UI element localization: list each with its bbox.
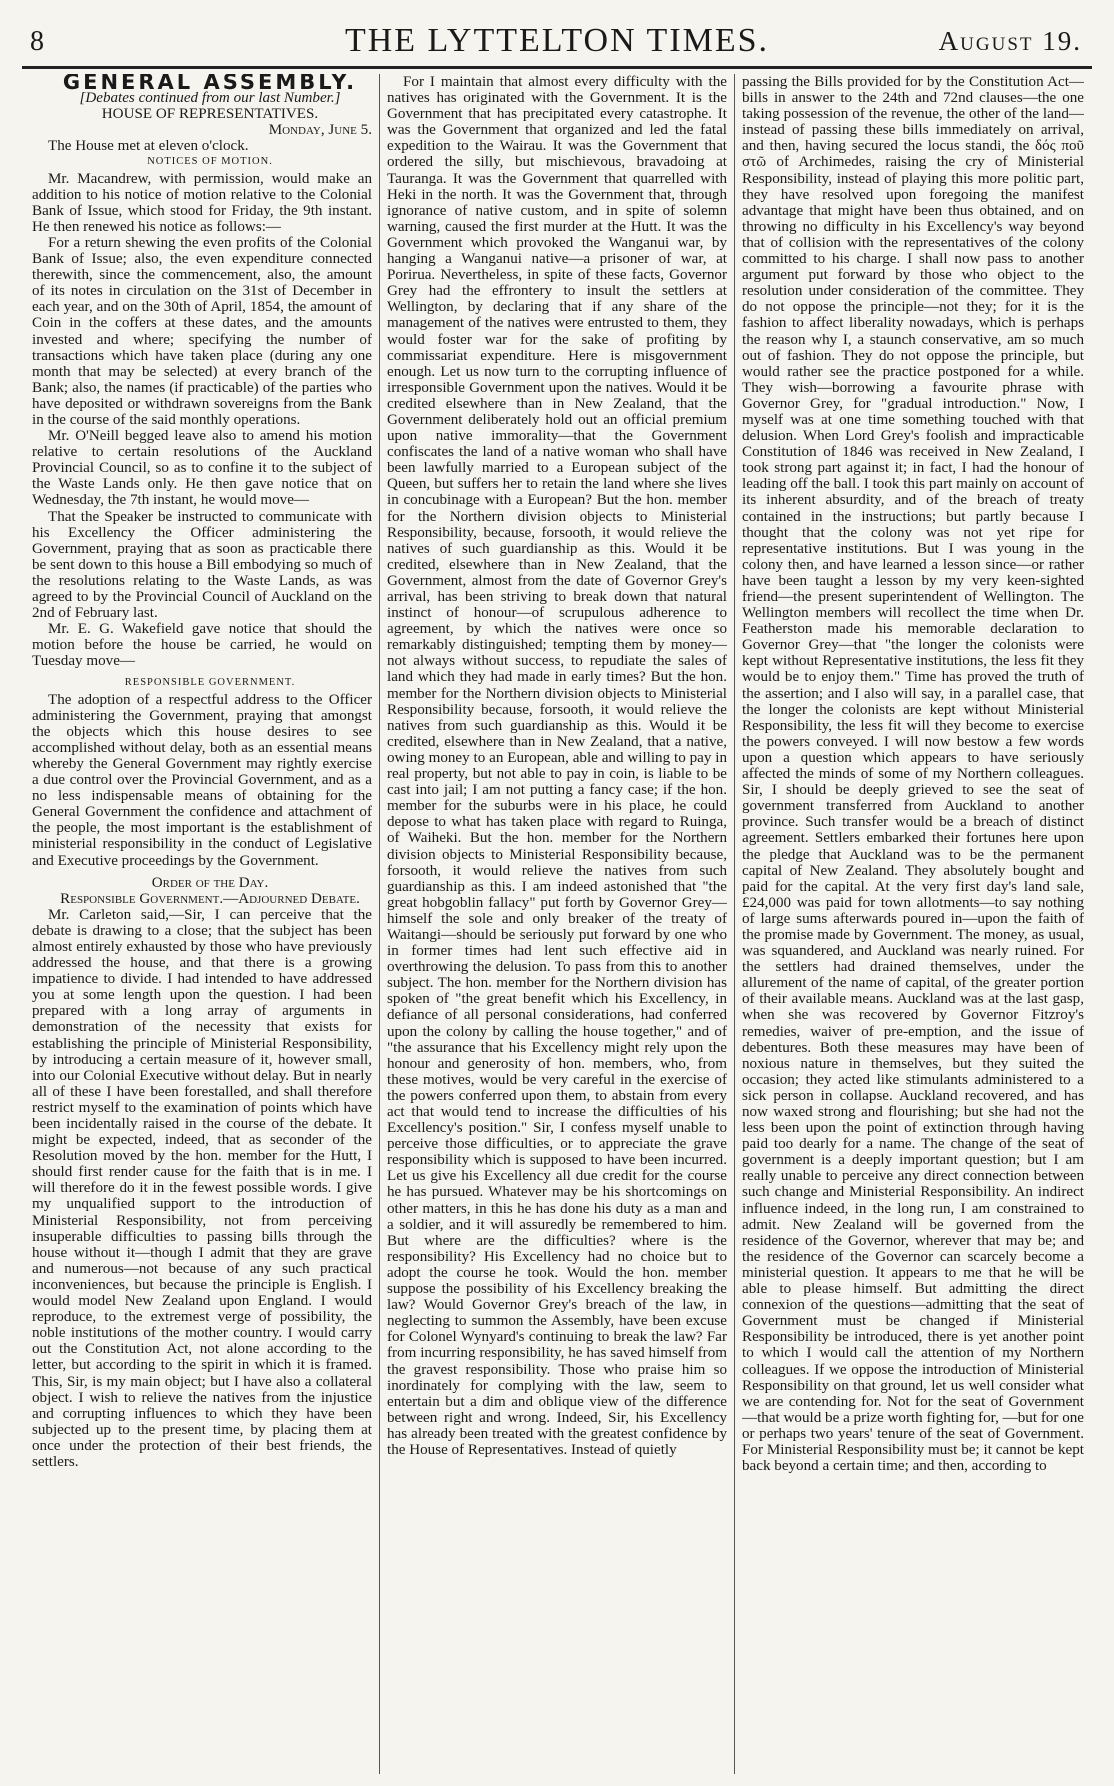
column-divider: [734, 74, 735, 1774]
paragraph: passing the Bills provided for by the Constitution Act—bills in answer to the 24th and 72nd clauses—the one taking possession of the revenue, the other of the land—instead of passing these bills immediately on arrival, and then, having secured the locus standi, the δός ποῦ στῶ of Archimedes, raising the cry of Ministerial Responsibility, instead of playing this more politic part, they have resolved upon foregoing the manifest advantage that might have been thus obtained, and on throwing no difficulty in his Excellency's way beyond that of collision with the representatives of the colony committed to his charge. I shall now pass to another argument put forward by those who object to the resolution under consideration of the committee. They do not oppose the principle—not they; for it is the fashion to affect liberality nowadays, which is perhaps the reason why I, a staunch conservative, am so much out of fashion. They do not oppose the principle, but would rather see the practice postponed for a while. They wish—borrowing a favourite phrase with Governor Grey, for "gradual introduction." Now, I myself was at one time something touched with that delusion. When Lord Grey's foolish and impracticable Constitution of 1846 was received in New Zealand, I took strong part against it; in fact, I had the honour of leading off the ball. I took this part mainly on account of its inherent absurdity, and of the breach of treaty contained in the instructions; but partly because I thought that the colony was not yet ripe for representative institutions. But I was young in the colony then, and have learned a lesson since—or rather have been taught a lesson by my very keen-sighted friend—the present superintendent of Wellington. The Wellington members will recollect the time when Dr. Featherston made his memorable declaration to Governor Grey—that "the longer the colonists were kept without Representative institutions, the less fit they would be to enjoy them." Time has proved the truth of the assertion; and I also will say, in a parallel case, that the longer the colonists are kept without Ministerial Responsibility, the less fit will they become to exercise the powers conveyed. I will now bestow a few words upon a question which appears to have seriously affected the minds of some of my Northern colleagues. Sir, I should be deeply grieved to see the seat of government transferred from Auckland to another province. Such transfer would be a breach of distinct agreement. Settlers embarked their fortunes here upon the pledge that Auckland was to be the permanent capital of New Zealand. They absolutely bought and paid for the capital. At the very first day's land sale, £24,000 was paid for town allotments—to say nothing of large sums afterwards poured in—upon the faith of the promise made by Government. The money, as usual, was squandered, and Auckland was nearly ruined. For the settlers had drained themselves, under the allurement of the name of capital, of the greater portion of their available means. Auckland was at the last gasp, when she was recovered by Governor Fitzroy's remedies, waiver of pre-emption, and the issue of debentures. Both these measures may have been of noxious nature in themselves, but they suited the occasion; they acted like stimulants administered to a sick person in collapse. Auckland recovered, and has now waxed strong and flourishing; but she had not the less been upon the point of extinction through having paid too dearly for a name. The change of the seat of government is a deeply important question; but I am really unable to perceive any direct connection between such change and Ministerial Responsibility. An indirect influence indeed, in the long run, I am constrained to admit. New Zealand will be governed from the residence of the Governor, wherever that may be; and the residence of the Governor can scarcely become a ministerial question. It appears to me that he will be able to please himself. But admitting the direct connexion of the questions—admitting that the seat of Government must be changed if Ministerial Responsibility be introduced, there is yet another point to which I would call the attention of my Northern colleagues. If we oppose the introduction of Ministerial Responsibility on that ground, let us well consider what we are contending for. Not for the seat of Government—that would be a prize worth fighting for, —but for one or perhaps two years' tenure of the seat of Government. For Ministerial Responsibility must be; it cannot be kept back beyond a certain time; and then, according to: [742, 74, 1084, 1475]
order-heading: Order of the Day.: [151, 874, 269, 891]
column-3: [742, 74, 1084, 1774]
paragraph: Mr. E. G. Wakefield gave notice that should the motion before the house be carried, he would on Tuesday move—: [32, 621, 372, 670]
page-number: 8: [30, 26, 44, 57]
section-heading: GENERAL ASSEMBLY.: [62, 74, 358, 94]
house-heading: HOUSE OF REPRESENTATIVES.: [101, 106, 319, 123]
column-2: [387, 74, 727, 1774]
column-1: [32, 74, 372, 1774]
paragraph: For I maintain that almost every difficulty with the natives has originated with the Government. It is the Government that has precipitated every catastrophe. It was the Government that organized and led the fatal expedition to the Wairau. It was the Government that ordered the silly, but mischievous, bravadoing at Tauranga. It was the Government that quarrelled with Heki in the north. It was the Government that, through ignorance of native custom, and in spite of solemn warning, caused the first murder at the Hutt. It was the Government which provoked the Wanganui war, by hanging a Wanganui native—a prisoner of war, at Porirua. Nevertheless, in spite of these facts, Governor Grey had the effrontery to insult the settlers at Wellington, by declaring that if any share of the management of the natives were entrusted to them, they would foster war for the sake of profiting by commissariat expenditure. Here is misgovernment enough. Let us now turn to the corrupting influence of irresponsible Government upon the natives. Would it be credited elsewhere than in New Zealand, that the Government deliberately hold out an official premium upon native immorality—that the Government confiscates the land of a native woman who shall have been lawfully married to a European subject of the Queen, but suffers her to retain the land where she lives in concubinage with a European? But the hon. member for the Northern division objects to Ministerial Responsibility, because, forsooth, it would relieve the natives of such guardianship as this. Would it be credited, elsewhere than in New Zealand, that the Government, almost from the date of Governor Grey's arrival, has been striving to break down that natural instinct of honour—of scrupulous adherence to agreement, by which the natives were once so remarkably distinguished; tempting them by money—not always without success, to repudiate the sales of land which they had made in early times? But the hon. member for the Northern division objects to Ministerial Responsibility because, forsooth, it would relieve the natives from such guardianship as this. Would it be credited, elsewhere than in New Zealand, that a native, owing money to an European, able and willing to pay in real property, but not able to pay in coin, is liable to be cast into jail; I am not putting a fancy case; if the hon. member for the suburbs were in his place, he could depose to what has taken place with regard to Ruinga, of Waiheki. But the hon. member for the Northern division objects to Ministerial Responsibility because, forsooth, it would relieve the natives from such guardianship as this. I am indeed astonished that "the great hobgoblin fallacy" put forth by Governor Grey—himself the sole and only breaker of the treaty of Waitangi—should be seriously put forward by one who in former times had lent such effective aid in overthrowing the delusion. To pass from this to another subject. The hon. member for the Northern division has spoken of "the great benefit which his Excellency, in defiance of all personal considerations, had conferred upon the colony by calling the house together," and of "the assurance that his Excellency might rely upon the honour and generosity of hon. members, who, from these motives, would be very careful in the exercise of the powers conferred upon them, to abstain from every act that would tend to increase the difficulties of his Excellency's position." Sir, I confess myself unable to perceive those difficulties, or to appreciate the grave responsibility which is supposed to have been incurred. Let us give his Excellency all due credit for the course he has pursued. Whatever may be his shortcomings on other matters, in this he has done his duty as a man and a soldier, and it will assuredly be remembered to him. But where are the difficulties? where is the responsibility? His Excellency had no choice but to adopt the course he took. Would the hon. member suppose the possibility of his Excellency breaking the law? Would Governor Grey's breach of the law, in neglecting to summon the Assembly, have been excuse for Colonel Wynyard's continuing to break the law? Far from incurring responsibility, he has saved himself from the gravest responsibility. Those who praise him so inordinately for complying with the law, seem to entertain but a dim and oblique view of the difference between right and wrong. Indeed, Sir, his Excellency has already been treated with the greatest confidence by the House of Representatives. Instead of quietly: [387, 74, 727, 1458]
paragraph: For a return shewing the even profits of the Colonial Bank of Issue; also, the even expenditure connected therewith, since the commencement, also, the amount of its notes in circulation on the 31st of December in each year, and on the 30th of April, 1854, the amount of Coin in the coffers at these dates, and the amounts invested and where; specifying the number of transactions which have taken place (during any one month that may be selected) at every branch of the Bank; also, the names (if practicable) of the parties who have deposited or withdrawn sovereigns from the Bank in the course of the said monthly operations.: [32, 234, 372, 428]
paragraph: Mr. Carleton said,—Sir, I can perceive that the debate is drawing to a close; that the subject has been almost entirely exhausted by those who have previously addressed the house, and that there is a growing impatience to divide. I had intended to have addressed you at some length upon the question. I had been prepared with a long array of arguments in demonstration of the necessity that exists for establishing the principle of Ministerial Responsibility, by introducing a certain measure of it, however small, into our Colonial Executive without delay. But in nearly all of these I have been forestalled, and shall therefore restrict myself to the examination of points which have been incidentally raised in the course of the debate. It might be expected, indeed, that as seconder of the Resolution moved by the hon. member for the Hutt, I should first render cause for the faith that is in me. I will therefore do it in the fewest possible words. I give my unqualified support to the introduction of Ministerial Responsibility, not from perceiving insuperable difficulties to passing bills through the house without it—though I admit that they are grave and numerous—not because of any such practical inconveniences, but because the principle is English. I would model New Zealand upon England. I would reproduce, to the extremest verge of possibility, the noble institutions of the mother country. I would carry out the Constitution Act, not alone according to the letter, but according to the spirit in which it is framed. This, Sir, is my main object; but I have also a collateral object. I wish to relieve the natives from the injustice and corrupting influences to which they have been subjected up to the present time, by placing them at once under the protection of their best friends, the settlers.: [32, 906, 372, 1470]
masthead: [0, 0, 1114, 66]
paragraph: That the Speaker be instructed to communicate with his Excellency the Officer administering the Government, praying that as soon as practicable there be sent down to this house a Bill embodying so much of the resolutions relating to the Waste Lands, as was agreed to by the Provincial Council of Auckland on the 2nd of February last.: [32, 508, 372, 622]
dateline: Monday, June 5.: [268, 122, 372, 139]
paragraph: Mr. Macandrew, with permission, would make an addition to his notice of motion relative to the Colonial Bank of Issue, which stood for Friday, the 9th instant. He then renewed his notice as follows:—: [32, 170, 372, 235]
subheading: NOTICES OF MOTION.: [147, 156, 273, 168]
paragraph: Mr. O'Neill begged leave also to amend his motion relative to certain resolutions of the Auckland Provincial Council, so as to confine it to the subject of the Waste Lands only. He then gave notice that on Wednesday, the 7th instant, he would move—: [32, 428, 372, 509]
subheading: RESPONSIBLE GOVERNMENT.: [124, 677, 296, 689]
newspaper-title: THE LYTTELTON TIMES.: [344, 22, 770, 59]
paragraph: The House met at eleven o'clock.: [48, 138, 249, 155]
issue-date: August 19.: [938, 26, 1082, 56]
paragraph: The adoption of a respectful address to the Officer administering the Government, praying that amongst the objects which this house desires to see accomplished without delay, both as an essential means whereby the General Government may rightly exercise a due control over the Provincial Government, and as a no less indispensable means of obtaining for the General Government the confidence and attachment of the people, the most important is the establishment of ministerial responsibility in the conduct of Legislative and Executive proceedings by the Government.: [32, 691, 372, 869]
continued-note: [Debates continued from our last Number.]: [79, 90, 341, 107]
order-subheading: Responsible Government.—Adjourned Debate.: [60, 890, 360, 907]
masthead-rule: [22, 66, 1092, 69]
column-divider: [379, 74, 380, 1774]
